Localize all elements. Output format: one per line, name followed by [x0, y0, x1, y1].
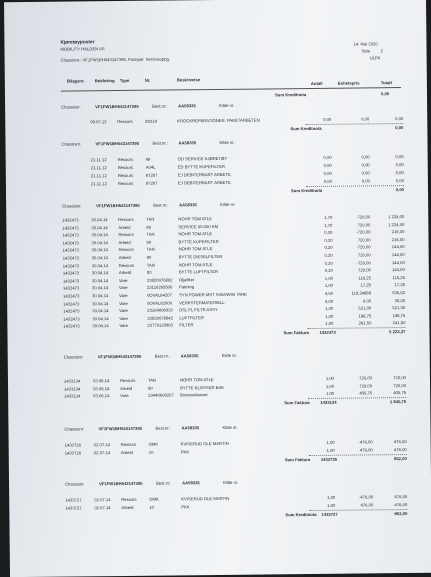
line-item-cell: Ressurs: [117, 156, 134, 163]
document-page: [4, 0, 431, 577]
line-item-cell: 476,00: [359, 447, 373, 453]
line-item-cell: 216,00: [391, 229, 405, 235]
line-item-cell: 30.04.14: [91, 247, 108, 253]
line-item-cell: DSL FL FILTR ASSY: [179, 307, 218, 313]
line-item-cell: 1,00: [325, 375, 334, 381]
chassis-number: VF1FW1BH543147395: [98, 425, 143, 432]
line-item-cell: 30.04.14: [91, 224, 108, 230]
line-item-cell: BYTTE KUPEFILTER: [178, 238, 219, 245]
line-item-cell: Ressurs: [117, 164, 134, 170]
order-label: Best.nr.:: [153, 202, 169, 208]
line-item-cell: Ressurs: [118, 247, 134, 253]
line-item-cell: 0,00: [395, 154, 404, 160]
col-totalt-header: Totalt: [380, 80, 392, 86]
line-item-cell: 720,00: [359, 382, 373, 389]
line-item-cell: Arbeid: [120, 449, 133, 456]
line-item-cell: 48: [145, 156, 151, 162]
line-item-cell: 1433134: [64, 393, 81, 399]
line-item-cell: OD SERVICE KJØRETØY: [177, 155, 228, 162]
line-item-cell: 119,24889: [351, 290, 372, 296]
line-item-cell: 03.06.14: [93, 393, 110, 399]
line-item-cell: -720,00: [356, 214, 371, 220]
chassis-label: Chassisnr.: [61, 141, 82, 147]
subtotal-document: 1433727: [321, 511, 338, 517]
line-item-cell: 0,30: [324, 237, 333, 243]
page-label: Side: [361, 48, 370, 54]
subtotal-rule: [305, 123, 403, 125]
subtotal-label: Sum Faktura: [283, 330, 309, 336]
line-item-cell: 1,00: [324, 275, 333, 281]
line-item-cell: 1433726: [64, 442, 81, 448]
source-label: Kilde nr.: [219, 102, 235, 108]
line-item-cell: 1433727: [65, 505, 82, 511]
line-item-cell: -720,00: [357, 375, 372, 381]
print-date: 14. Mai 2020: [353, 41, 378, 47]
col-bokforing-header: Bokføring: [94, 78, 115, 84]
line-item-cell: NOHR TOM ATLE: [178, 246, 213, 252]
line-item-cell: 720,00: [357, 237, 371, 243]
line-item-cell: 198,75: [358, 313, 372, 319]
chassis-number: VF1FW1BH543147395: [95, 140, 140, 147]
line-item-cell: 02.07.14: [93, 442, 110, 448]
subtotal-value: 952,00: [393, 456, 407, 462]
line-item-cell: Arbeid: [121, 504, 134, 511]
subtotal-label: Sum Kreditnota: [290, 125, 322, 132]
line-item-cell: 1432473: [62, 232, 79, 238]
line-item-cell: TAN: [146, 247, 155, 253]
chassis-number: VF1FW1BH543147395: [99, 480, 143, 487]
line-item-cell: 476,00: [393, 447, 407, 453]
carry-sum-label: Sum Kreditnota: [274, 92, 307, 98]
line-item-cell: -476,00: [358, 494, 374, 500]
order-label: Best.nr.:: [152, 103, 168, 109]
line-item-cell: Vare: [119, 323, 128, 329]
line-item-cell: KVISERUD OLE MARTIN: [180, 440, 229, 447]
line-item-cell: 1432473: [62, 240, 79, 246]
line-item-cell: 0,00: [395, 161, 404, 168]
report-code: ULFK: [369, 55, 381, 61]
line-item-cell: 80219: [145, 118, 157, 124]
line-item-cell: 4,50: [324, 290, 334, 296]
line-item-cell: 03.06.14: [93, 385, 110, 391]
line-item-cell: 1,70: [324, 222, 333, 228]
line-item-cell: 405,75: [359, 390, 373, 396]
line-item-cell: A04L: [145, 164, 156, 170]
subtotal-value: -952,00: [393, 511, 408, 517]
line-item-cell: Bremseklosser: [180, 392, 208, 398]
line-item-cell: Arbeid: [120, 385, 133, 391]
line-item-cell: 03.06.14: [92, 378, 110, 384]
line-item-cell: OMK: [148, 441, 159, 447]
line-item-cell: Ressurs: [121, 496, 137, 503]
line-item-cell: 1433134: [63, 378, 81, 384]
source-label: Kilde nr.: [220, 201, 236, 207]
line-item-cell: 80: [146, 254, 152, 260]
line-item-cell: Ressurs: [119, 377, 136, 384]
line-item-cell: Pakning: [178, 284, 195, 290]
line-item-cell: 1432473: [62, 255, 80, 261]
carry-sum-value: 0,00: [380, 91, 390, 97]
line-item-cell: 80: [146, 239, 152, 245]
line-item-cell: 21.11.12: [90, 157, 107, 163]
line-item-cell: 720,00: [393, 375, 406, 381]
line-item-cell: 30.04.14: [91, 277, 109, 284]
line-item-cell: 87267: [145, 172, 158, 178]
col-enhetspris-header: Enhetspris: [337, 80, 360, 86]
line-item-cell: 1432473: [63, 316, 80, 322]
line-item-cell: BYTTE LUFTFILTER: [178, 269, 219, 275]
line-item-cell: 476,00: [360, 502, 374, 508]
line-item-cell: TAN: [146, 216, 155, 222]
line-item-cell: Ressurs: [118, 216, 134, 223]
line-item-cell: 144,00: [391, 252, 405, 258]
line-item-cell: 0,00: [395, 116, 404, 122]
line-item-cell: -476,00: [358, 439, 373, 445]
line-item-cell: 30.04.14: [91, 239, 108, 246]
line-item-cell: 80: [148, 385, 153, 391]
line-item-cell: 1432473: [62, 278, 80, 284]
line-item-cell: OMK: [149, 496, 159, 502]
order-number: AA58335: [179, 202, 197, 208]
line-item-cell: 405,75: [393, 390, 407, 396]
order-number: AA58335: [181, 425, 200, 431]
line-item-cell: 241,50: [392, 320, 406, 326]
line-item-cell: 21.11.12: [90, 165, 107, 171]
line-item-cell: 144,00: [391, 259, 405, 265]
line-item-cell: 30.04.14: [92, 300, 109, 306]
chassis-label: Chassisnr.: [63, 354, 84, 360]
order-label: Best.nr.:: [155, 425, 171, 431]
line-item-cell: 87267: [145, 180, 158, 186]
subtotal-document: 1433134: [320, 399, 337, 406]
line-item-cell: 1432473: [63, 293, 80, 299]
line-item-cell: 23440608267: [148, 392, 174, 398]
line-item-cell: 0,00: [361, 170, 370, 176]
line-item-cell: 144,00: [391, 244, 405, 250]
line-item-cell: 17,25: [394, 282, 406, 288]
line-item-cell: 0,20: [324, 267, 333, 274]
line-item-cell: 30.04.14: [92, 323, 109, 329]
line-item-cell: FILTER: [179, 322, 194, 328]
line-item-cell: Arbeid: [118, 270, 131, 276]
col-beskrivelse-header: Beskrivelse: [176, 77, 201, 83]
line-item-cell: 1 224,00: [388, 221, 405, 227]
line-item-cell: 144,00: [391, 267, 405, 273]
chassis-number: VF1FW1BH543147395: [95, 103, 139, 110]
chassis-number: VF1FW1BH543147395: [97, 353, 142, 360]
line-item-cell: -476,00: [393, 502, 408, 508]
line-item-cell: 198,75: [392, 312, 406, 318]
line-item-cell: 1433727: [65, 497, 82, 503]
line-item-cell: 21.11.12: [90, 180, 107, 186]
line-item-cell: 521,00: [392, 305, 406, 311]
line-item-cell: 0,00: [323, 178, 332, 184]
line-item-cell: 1432473: [62, 263, 80, 269]
line-item-cell: 476,00: [394, 494, 408, 500]
line-item-cell: 0,00: [395, 169, 404, 175]
line-item-cell: 4,00: [324, 298, 334, 304]
line-item-cell: Arbeid: [118, 239, 131, 245]
line-item-cell: 720,00: [393, 382, 407, 388]
order-number: AA58335: [178, 103, 196, 109]
line-item-cell: ED BYTTE KUPEFILTER: [177, 163, 225, 170]
line-item-cell: Ressurs: [117, 180, 134, 186]
line-item-cell: 476,00: [393, 439, 407, 445]
line-item-cell: 241,50: [358, 320, 372, 326]
line-item-cell: Ressurs: [117, 118, 133, 125]
line-item-cell: Vare: [118, 277, 128, 283]
subtotal-value: 0,00: [395, 125, 404, 131]
line-item-cell: 536,62: [392, 290, 406, 296]
line-item-cell: Arbeid: [118, 254, 131, 261]
line-item-cell: 720,00: [357, 267, 371, 273]
line-item-cell: 30.04.14: [92, 293, 109, 299]
line-item-cell: 1432473: [63, 323, 80, 329]
header-rule: [61, 87, 401, 92]
chassis-label: Chassisnr.: [61, 104, 81, 110]
subtotal-label: Sum Faktura: [284, 400, 310, 406]
subtotal-value: 1 845,75: [389, 399, 407, 405]
line-item-cell: 1,00: [326, 447, 335, 453]
line-item-cell: 1432473: [63, 301, 80, 307]
line-item-cell: 80: [146, 269, 152, 275]
line-item-cell: 23820078842: [147, 315, 173, 321]
col-antall-header: Antall: [310, 80, 323, 87]
col-bilag-header: Bilagsnr.: [66, 78, 85, 84]
col-nr-header: Nr.: [144, 77, 151, 83]
subtotal-label: Sum Faktura: [284, 457, 311, 463]
line-item-cell: 30.04.14: [92, 315, 109, 322]
source-label: Kilde nr.: [219, 139, 235, 145]
line-item-cell: TAN: [146, 262, 155, 268]
line-item-cell: 0,00: [323, 162, 332, 168]
line-item-cell: 30.04.14: [91, 232, 108, 238]
source-label: Kilde nr.: [222, 424, 238, 430]
line-item-cell: 0,30: [324, 229, 333, 236]
line-item-cell: NOHR TOM ATLE: [178, 231, 213, 237]
line-item-cell: 1432473: [62, 217, 79, 223]
line-item-cell: -720,00: [356, 244, 371, 250]
line-item-cell: TAN: [147, 377, 157, 383]
line-item-cell: 02.07.14: [94, 497, 111, 503]
line-item-cell: 21.11.12: [90, 172, 107, 179]
line-item-cell: 80: [146, 224, 152, 230]
chassis-line: Chassisnr.: VF1FW1BH543147395, Postype: Serviceoppg.: [60, 56, 171, 63]
line-item-cell: 116,25: [392, 274, 405, 280]
line-item-cell: EJ DEBITERBART ARBETE: [177, 179, 231, 186]
source-label: Kilde nr.: [223, 479, 239, 485]
order-label: Best.nr.:: [156, 480, 172, 486]
line-item-cell: 9,00: [362, 297, 372, 304]
line-item-cell: 1,70: [324, 214, 333, 220]
line-item-cell: 02.07.14: [94, 505, 111, 511]
chassis-label: Chassisnr.: [64, 426, 85, 432]
line-item-cell: 1,00: [325, 305, 334, 312]
line-item-cell: 1433726: [64, 450, 82, 456]
subtotal-value: 5 223,37: [389, 329, 406, 335]
subtotal-rule: [309, 454, 407, 456]
line-item-cell: NOHR TOM ATLE: [179, 377, 214, 383]
order-label: Best.nr.:: [152, 140, 168, 146]
line-item-cell: TAN: [146, 231, 155, 237]
line-item-cell: 1,00: [325, 321, 334, 327]
line-item-cell: 30.04.14: [91, 270, 109, 276]
line-item-cell: Vare: [118, 285, 128, 291]
line-item-cell: 720,00: [357, 221, 371, 228]
line-item-cell: 0,00: [323, 170, 332, 176]
line-item-cell: 521,00: [358, 305, 372, 311]
line-item-cell: 720,00: [357, 252, 371, 258]
subtotal-document: 1432473: [319, 330, 336, 336]
line-item-cell: 1433134: [64, 386, 81, 392]
line-item-cell: 1,00: [325, 313, 334, 319]
line-item-cell: Arbeid: [118, 224, 131, 230]
order-number: AA58335: [180, 353, 199, 359]
line-item-cell: 23770120963: [147, 322, 174, 329]
line-item-cell: BYTTE KLOSSER BAK: [180, 384, 225, 390]
line-item-cell: 0,20: [324, 252, 333, 258]
line-item-cell: 1 224,00: [387, 214, 405, 220]
source-label: Kilde nr.: [221, 352, 237, 358]
line-item-cell: PKK: [180, 449, 190, 455]
line-item-cell: NOHR TOM ATLE: [178, 261, 213, 267]
line-item-cell: 1,00: [326, 439, 335, 445]
line-item-cell: 1432473: [62, 247, 79, 253]
subtotal-document: 1433726: [320, 456, 338, 462]
line-item-cell: 23164006033: [147, 307, 173, 313]
line-item-cell: 0,00: [323, 154, 332, 160]
line-item-cell: Vare: [119, 308, 128, 314]
line-item-cell: 30.04.14: [92, 308, 109, 314]
subtotal-label: Sum Kreditnota: [285, 511, 317, 518]
line-item-cell: 1,00: [325, 390, 335, 397]
line-item-cell: 23820076892: [146, 277, 173, 283]
line-item-cell: 0,00: [361, 154, 370, 160]
line-item-cell: 0OVAL84207: [147, 292, 172, 298]
line-item-cell: 116,25: [358, 275, 371, 281]
line-item-cell: Vare: [119, 300, 128, 306]
subtotal-rule: [306, 185, 404, 187]
line-item-cell: LUFTFILTER: [179, 314, 204, 321]
col-type-header: Type: [119, 77, 130, 84]
line-item-cell: 0,00: [323, 116, 332, 122]
page-number: 2: [380, 48, 383, 54]
line-item-cell: 1432473: [62, 285, 80, 291]
chassis-number: VF1FW1BH543147395: [96, 202, 140, 209]
line-item-cell: 10: [148, 449, 154, 455]
line-item-cell: EJ DEBITERBART ARBETE: [177, 171, 231, 178]
subtotal-value: 0,00: [395, 186, 405, 192]
line-item-cell: Ressurs: [120, 441, 137, 448]
line-item-cell: 30.04.14: [91, 217, 108, 223]
line-item-cell: 17,25: [360, 282, 372, 288]
line-item-cell: 1,00: [324, 283, 334, 289]
line-item-cell: 1432473: [62, 225, 79, 231]
order-label: Best.nr.:: [154, 353, 171, 359]
chassis-label: Chassisnr.: [65, 481, 85, 487]
line-item-cell: 216,00: [391, 236, 405, 242]
line-item-cell: 23110265506: [146, 284, 173, 291]
line-item-cell: -720,00: [356, 229, 371, 235]
line-item-cell: 1432473: [63, 308, 80, 314]
line-item-cell: -720,00: [356, 259, 371, 266]
line-item-cell: 0,20: [324, 260, 333, 266]
line-item-cell: KVISERUD OLE MARTIN: [181, 495, 230, 502]
line-item-cell: VERKSTEDMATERIELL: [179, 299, 225, 305]
line-item-cell: 09.07.12: [90, 119, 107, 125]
line-item-cell: Vare: [119, 315, 128, 321]
line-item-cell: KROCKREPARATIONER, PAKETARBETEN: [177, 117, 260, 124]
chassis-label: Chassisnr.: [62, 203, 82, 209]
line-item-cell: 0OVAL82000: [147, 300, 173, 306]
line-item-cell: 1,00: [327, 494, 336, 500]
line-item-cell: 36,00: [394, 297, 406, 303]
subtotal-label: Sum Kreditnota: [290, 187, 323, 193]
order-number: AA58335: [178, 140, 197, 146]
line-item-cell: Vare: [120, 393, 129, 399]
line-item-cell: Ressurs: [118, 232, 134, 238]
line-item-cell: PKK: [181, 504, 190, 510]
line-item-cell: 0,00: [361, 178, 370, 184]
company-name: Kjøretøyposter: [60, 40, 95, 46]
order-number: AA58335: [182, 480, 200, 486]
line-item-cell: SYN POWER MST SAE0W40 TANK: [179, 291, 248, 298]
dealer-name: MOBILITY HALDEN AS: [60, 46, 105, 52]
line-item-cell: 10: [149, 504, 155, 510]
line-item-cell: NOHR TOM ATLE: [178, 216, 213, 222]
line-item-cell: 30.04.14: [91, 255, 109, 261]
line-item-cell: 02.07.14: [93, 450, 111, 456]
line-item-cell: Vare: [119, 292, 128, 299]
line-item-cell: 1,00: [327, 502, 336, 508]
line-item-cell: 30.04.14: [91, 262, 109, 268]
line-item-cell: Ressurs: [118, 262, 135, 268]
line-item-cell: BYTTE DIESELFILTER: [178, 253, 223, 260]
line-item-cell: 1432473: [62, 270, 80, 276]
line-item-cell: Oljefilter: [178, 277, 195, 283]
line-item-cell: 1,00: [325, 383, 335, 389]
line-item-cell: SERVICE 60.000 KM: [178, 223, 219, 229]
line-item-cell: 0,20: [324, 245, 333, 251]
line-item-cell: 0,00: [361, 162, 370, 168]
line-item-cell: 0,00: [361, 116, 370, 122]
line-item-cell: 30.04.14: [91, 285, 109, 291]
line-item-cell: 0,00: [395, 177, 404, 183]
line-item-cell: Ressurs: [117, 172, 134, 178]
